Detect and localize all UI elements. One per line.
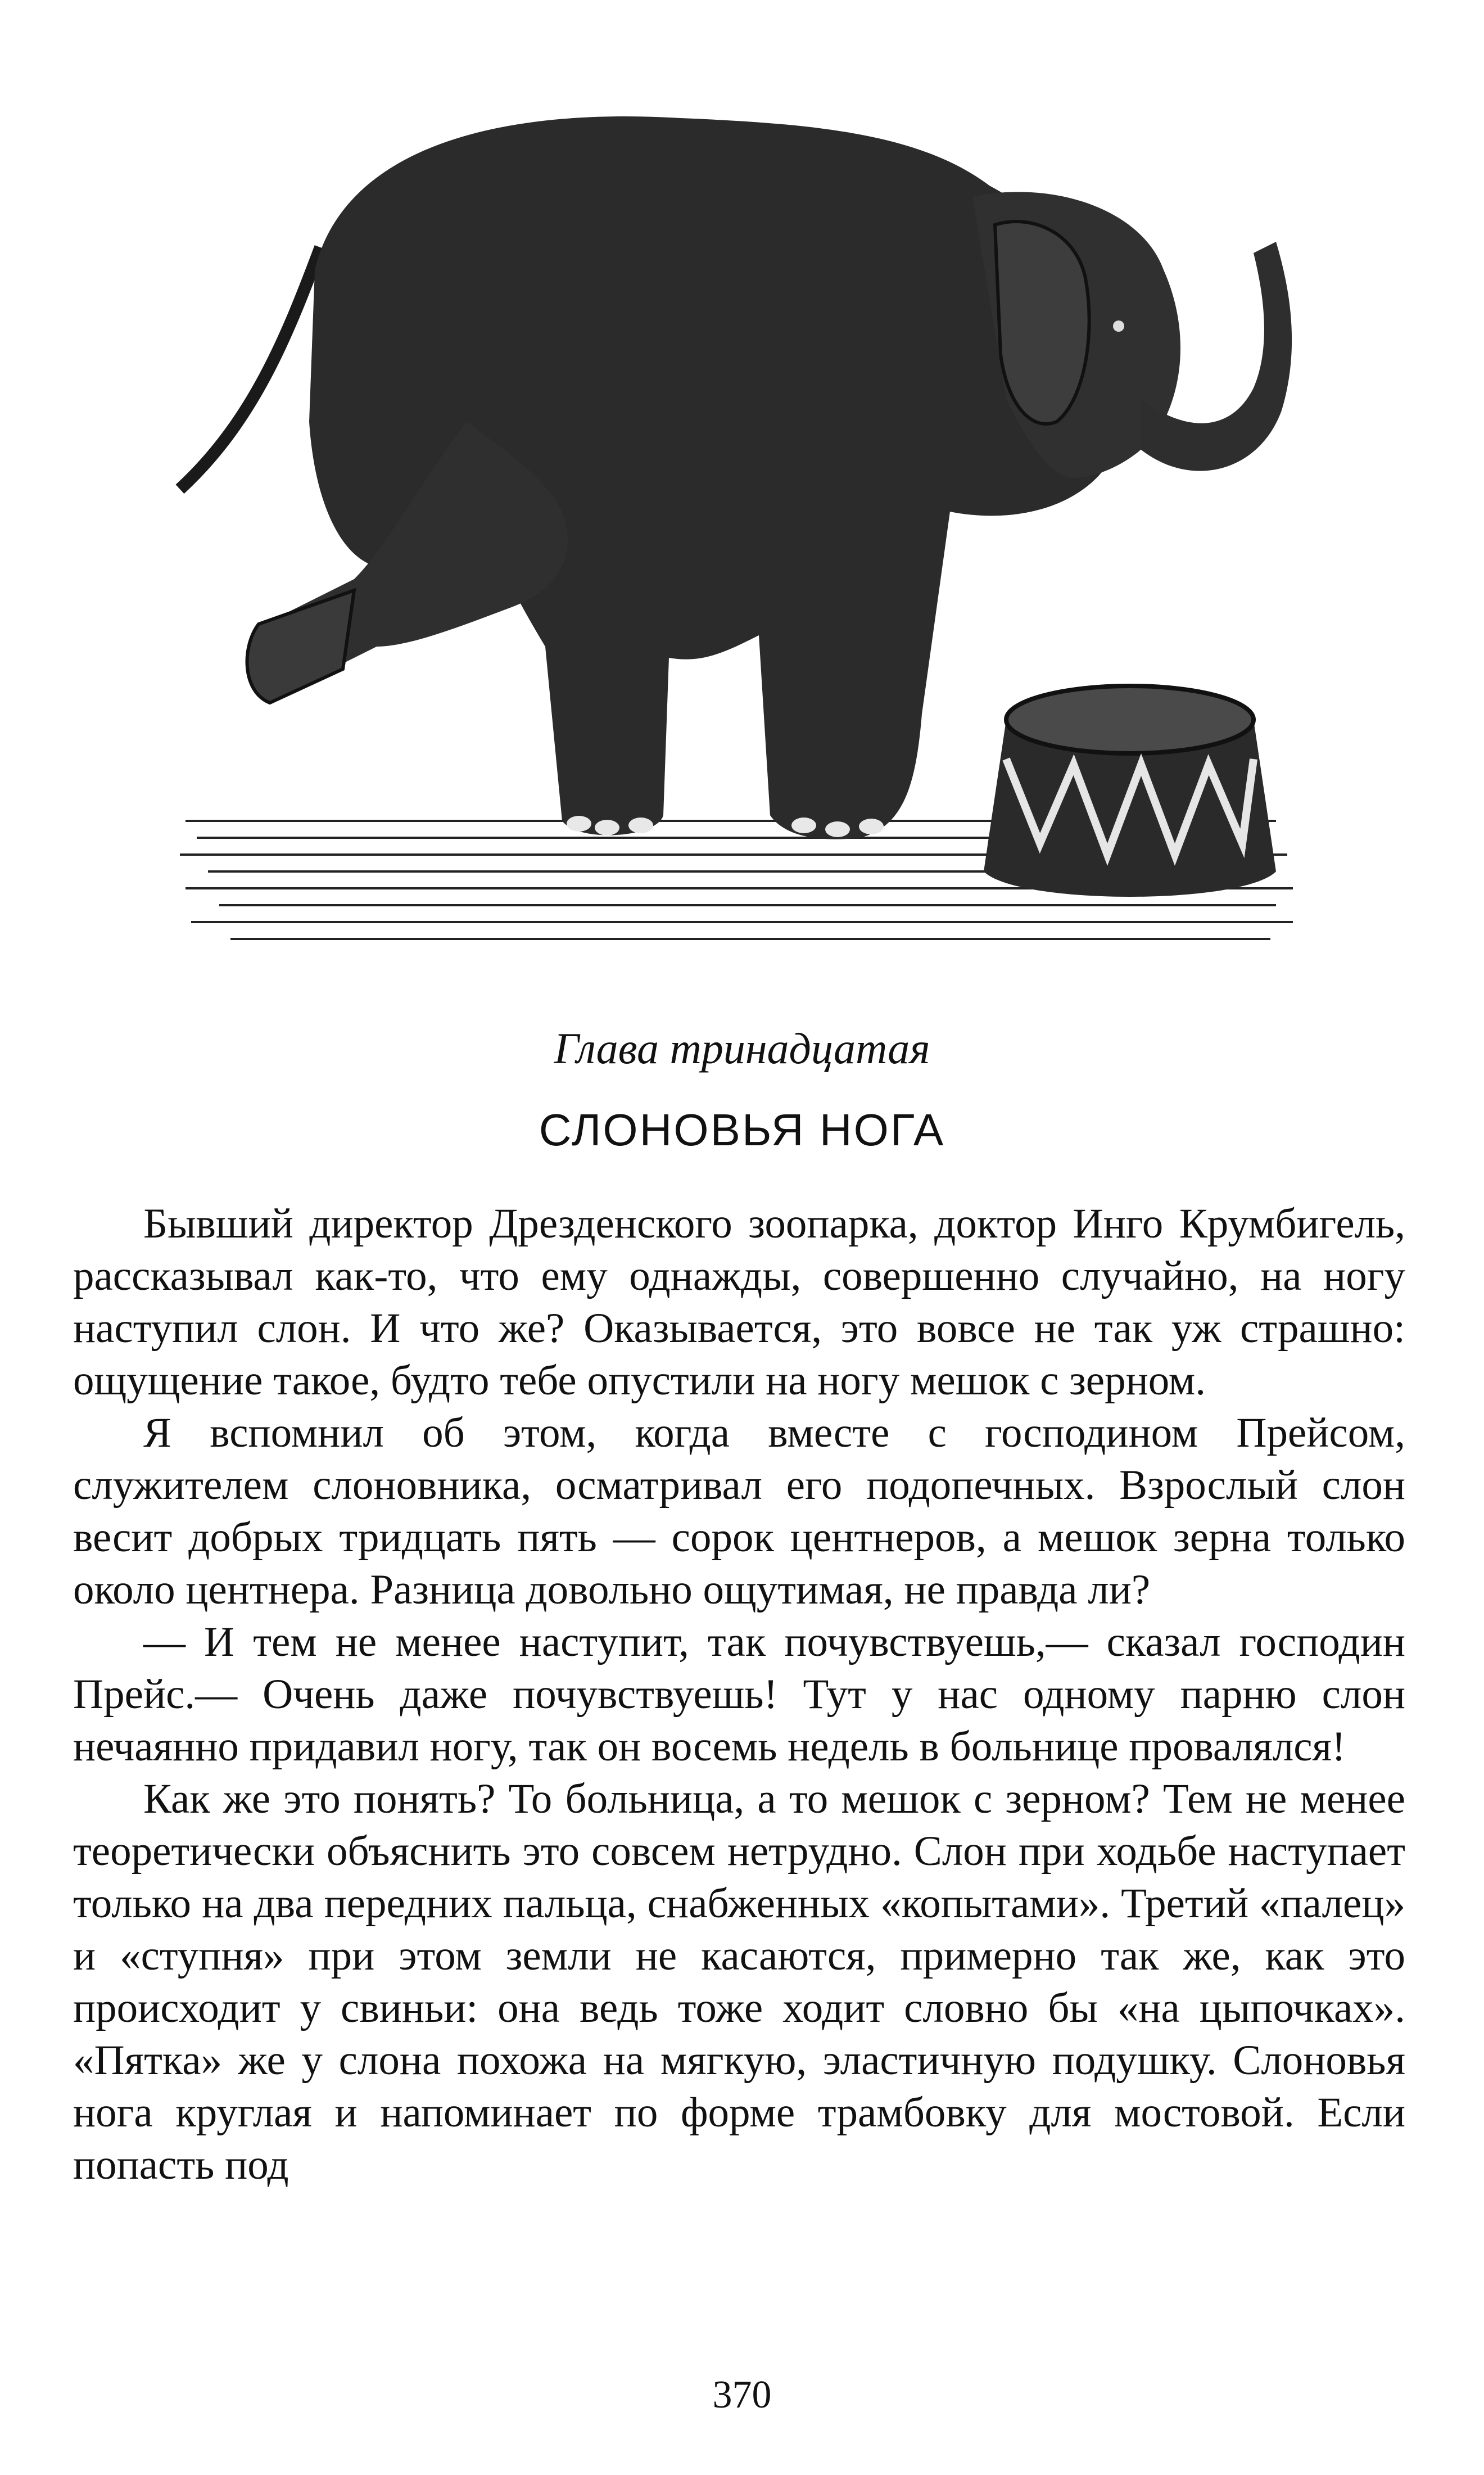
circus-pedestal (984, 686, 1276, 897)
paragraph-4: Как же это понять? То больница, а то мешок с зерном? Тем не менее теоретически объяснить это совсем нетрудно. Слон при ходьбе наступает только на два передних пальца, снабженных «копытами». Третий «палец» и «ступня» при этом земли не касаются, примерно так же, как это происходит у свиньи: она ведь тоже ходит словно бы «на цыпочках». «Пятка» же у слона похожа на мягкую, эластичную подушку. Слоновья нога круглая и напоминает по форме трамбовку для мостовой. Если попасть под (73, 1776, 1405, 2188)
body-text (73, 1198, 1405, 2191)
paragraph-3: — И тем не менее наступит, так почувствуешь,— сказал господин Прейс.— Очень даже почувствуешь! Тут у нас одному парню слон нечаянно придавил ногу, так он восемь недель в больнице провалялся! (73, 1619, 1405, 1770)
paragraph-1: Бывший директор Дрезденского зоопарка, доктор Инго Крумбигель, рассказывал как-то, что ему однажды, совершенно случайно, на ногу наступил слон. И что же? Оказывается, это вовсе не так уж страшно: ощущение такое, будто тебе опустили на ногу мешок с зерном. (73, 1200, 1405, 1404)
page-number: 370 (712, 2373, 772, 2417)
elephant-eye (1113, 320, 1124, 332)
elephant-illustration (174, 84, 1310, 956)
chapter-title: СЛОНОВЬЯ НОГА (539, 1105, 945, 1155)
elephant-tail (180, 247, 320, 489)
paragraph-2: Я вспомнил об этом, когда вместе с господином Прейсом, служителем слоновника, осматривал его подопечных. Взрослый слон весит добрых тридцать пять — сорок центнеров, а мешок зерна только около центнера. Разница довольно ощутимая, не правда ли? (73, 1410, 1405, 1613)
chapter-label: Глава тринадцатая (554, 1024, 930, 1073)
